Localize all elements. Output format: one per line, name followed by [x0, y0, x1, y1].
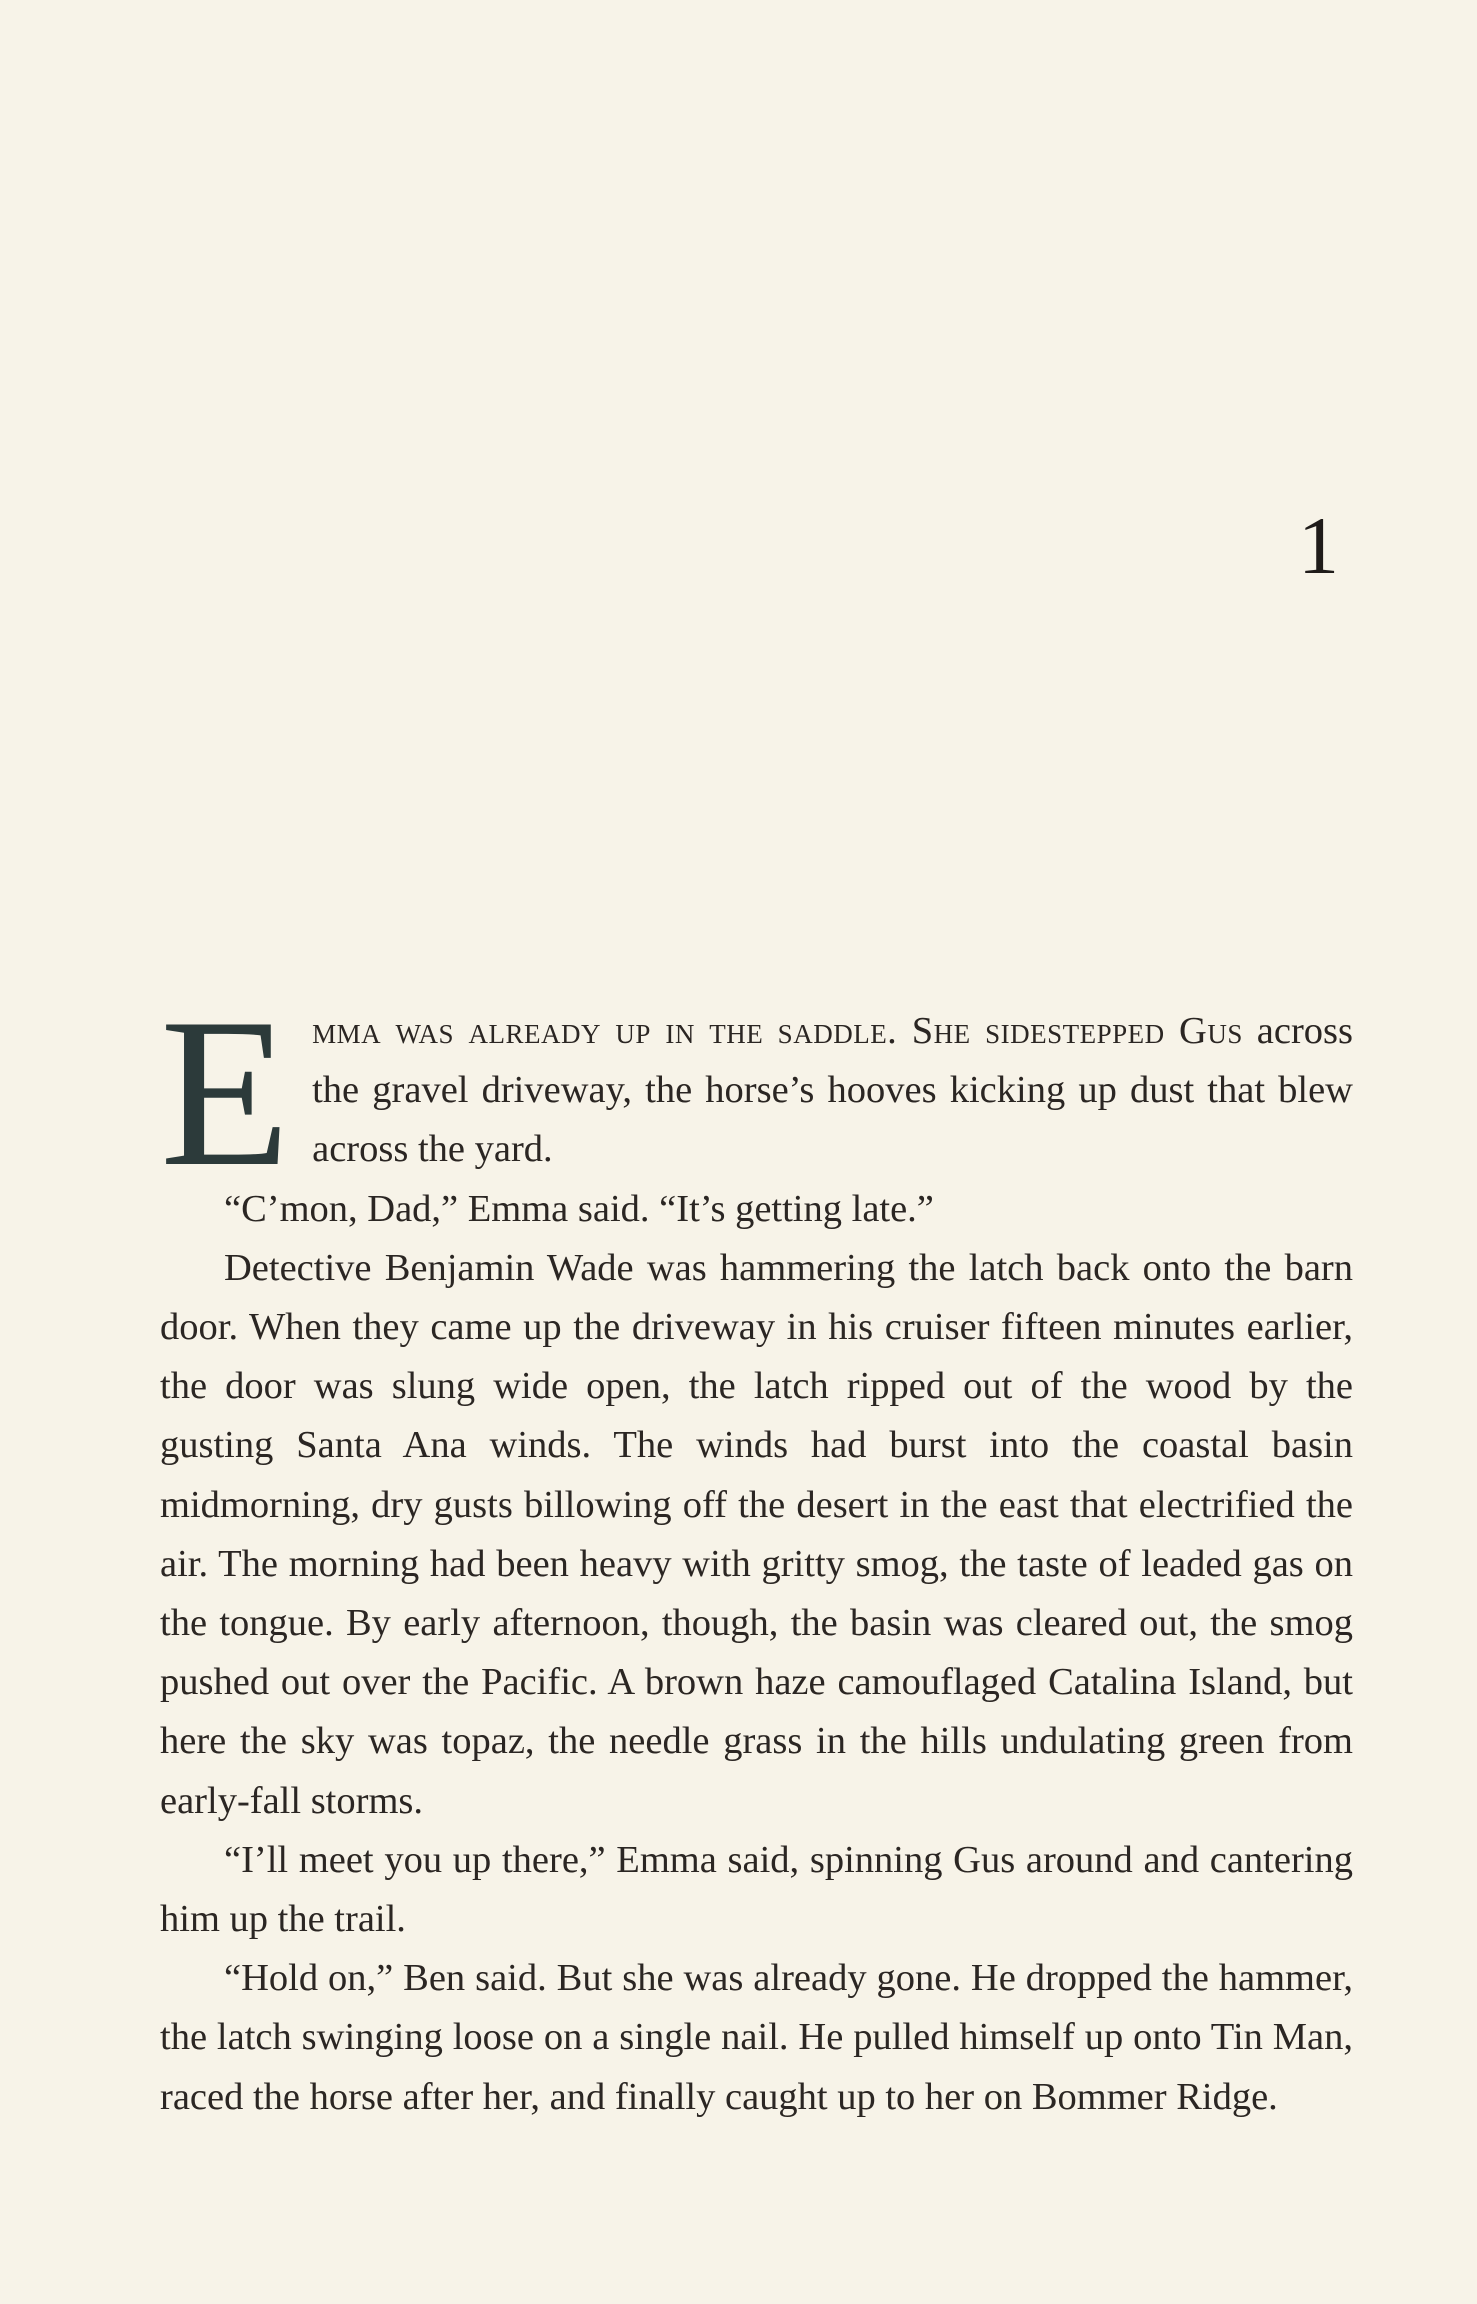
chapter-number: 1 [1298, 500, 1339, 591]
paragraph: “C’mon, Dad,” Emma said. “It’s getting late.” [224, 1187, 934, 1230]
opening-lead-in: mma was already up in the saddle. She sidestepped Gus [312, 1010, 1243, 1052]
paragraph: Detective Benjamin Wade was hammering the latch back onto the barn door. When they came up the driveway in his cruiser fifteen minutes earlier, the door was slung wide open, the latch ripped out of the wood by the gusting Santa Ana winds. The winds had burst into the coastal basin midmorning, dry gusts billowing off the desert in the east that electrified the air. The morning had been heavy with gritty smog, the taste of leaded gas on the tongue. By early afternoon, though, the basin was cleared out, the smog pushed out over the Pacific. A brown haze camouflaged Catalina Island, but here the sky was topaz, the needle grass in the hills undulating green from early-fall storms. [160, 1246, 1353, 1822]
paragraph: “Hold on,” Ben said. But she was already gone. He dropped the hammer, the latch swinging loose on a single nail. He pulled himself up onto Tin Man, raced the horse after her, and finally caught up to her on Bommer Ridge. [160, 1957, 1353, 2118]
chapter-body [160, 975, 1353, 2127]
drop-cap: E [160, 975, 291, 1211]
paragraph: “I’ll meet you up there,” Emma said, spinning Gus around and cantering him up the trail. [160, 1838, 1353, 1941]
opening-text: across the gravel driveway, the horse’s hooves kicking up dust that blew across the yard. [312, 1010, 1353, 1171]
